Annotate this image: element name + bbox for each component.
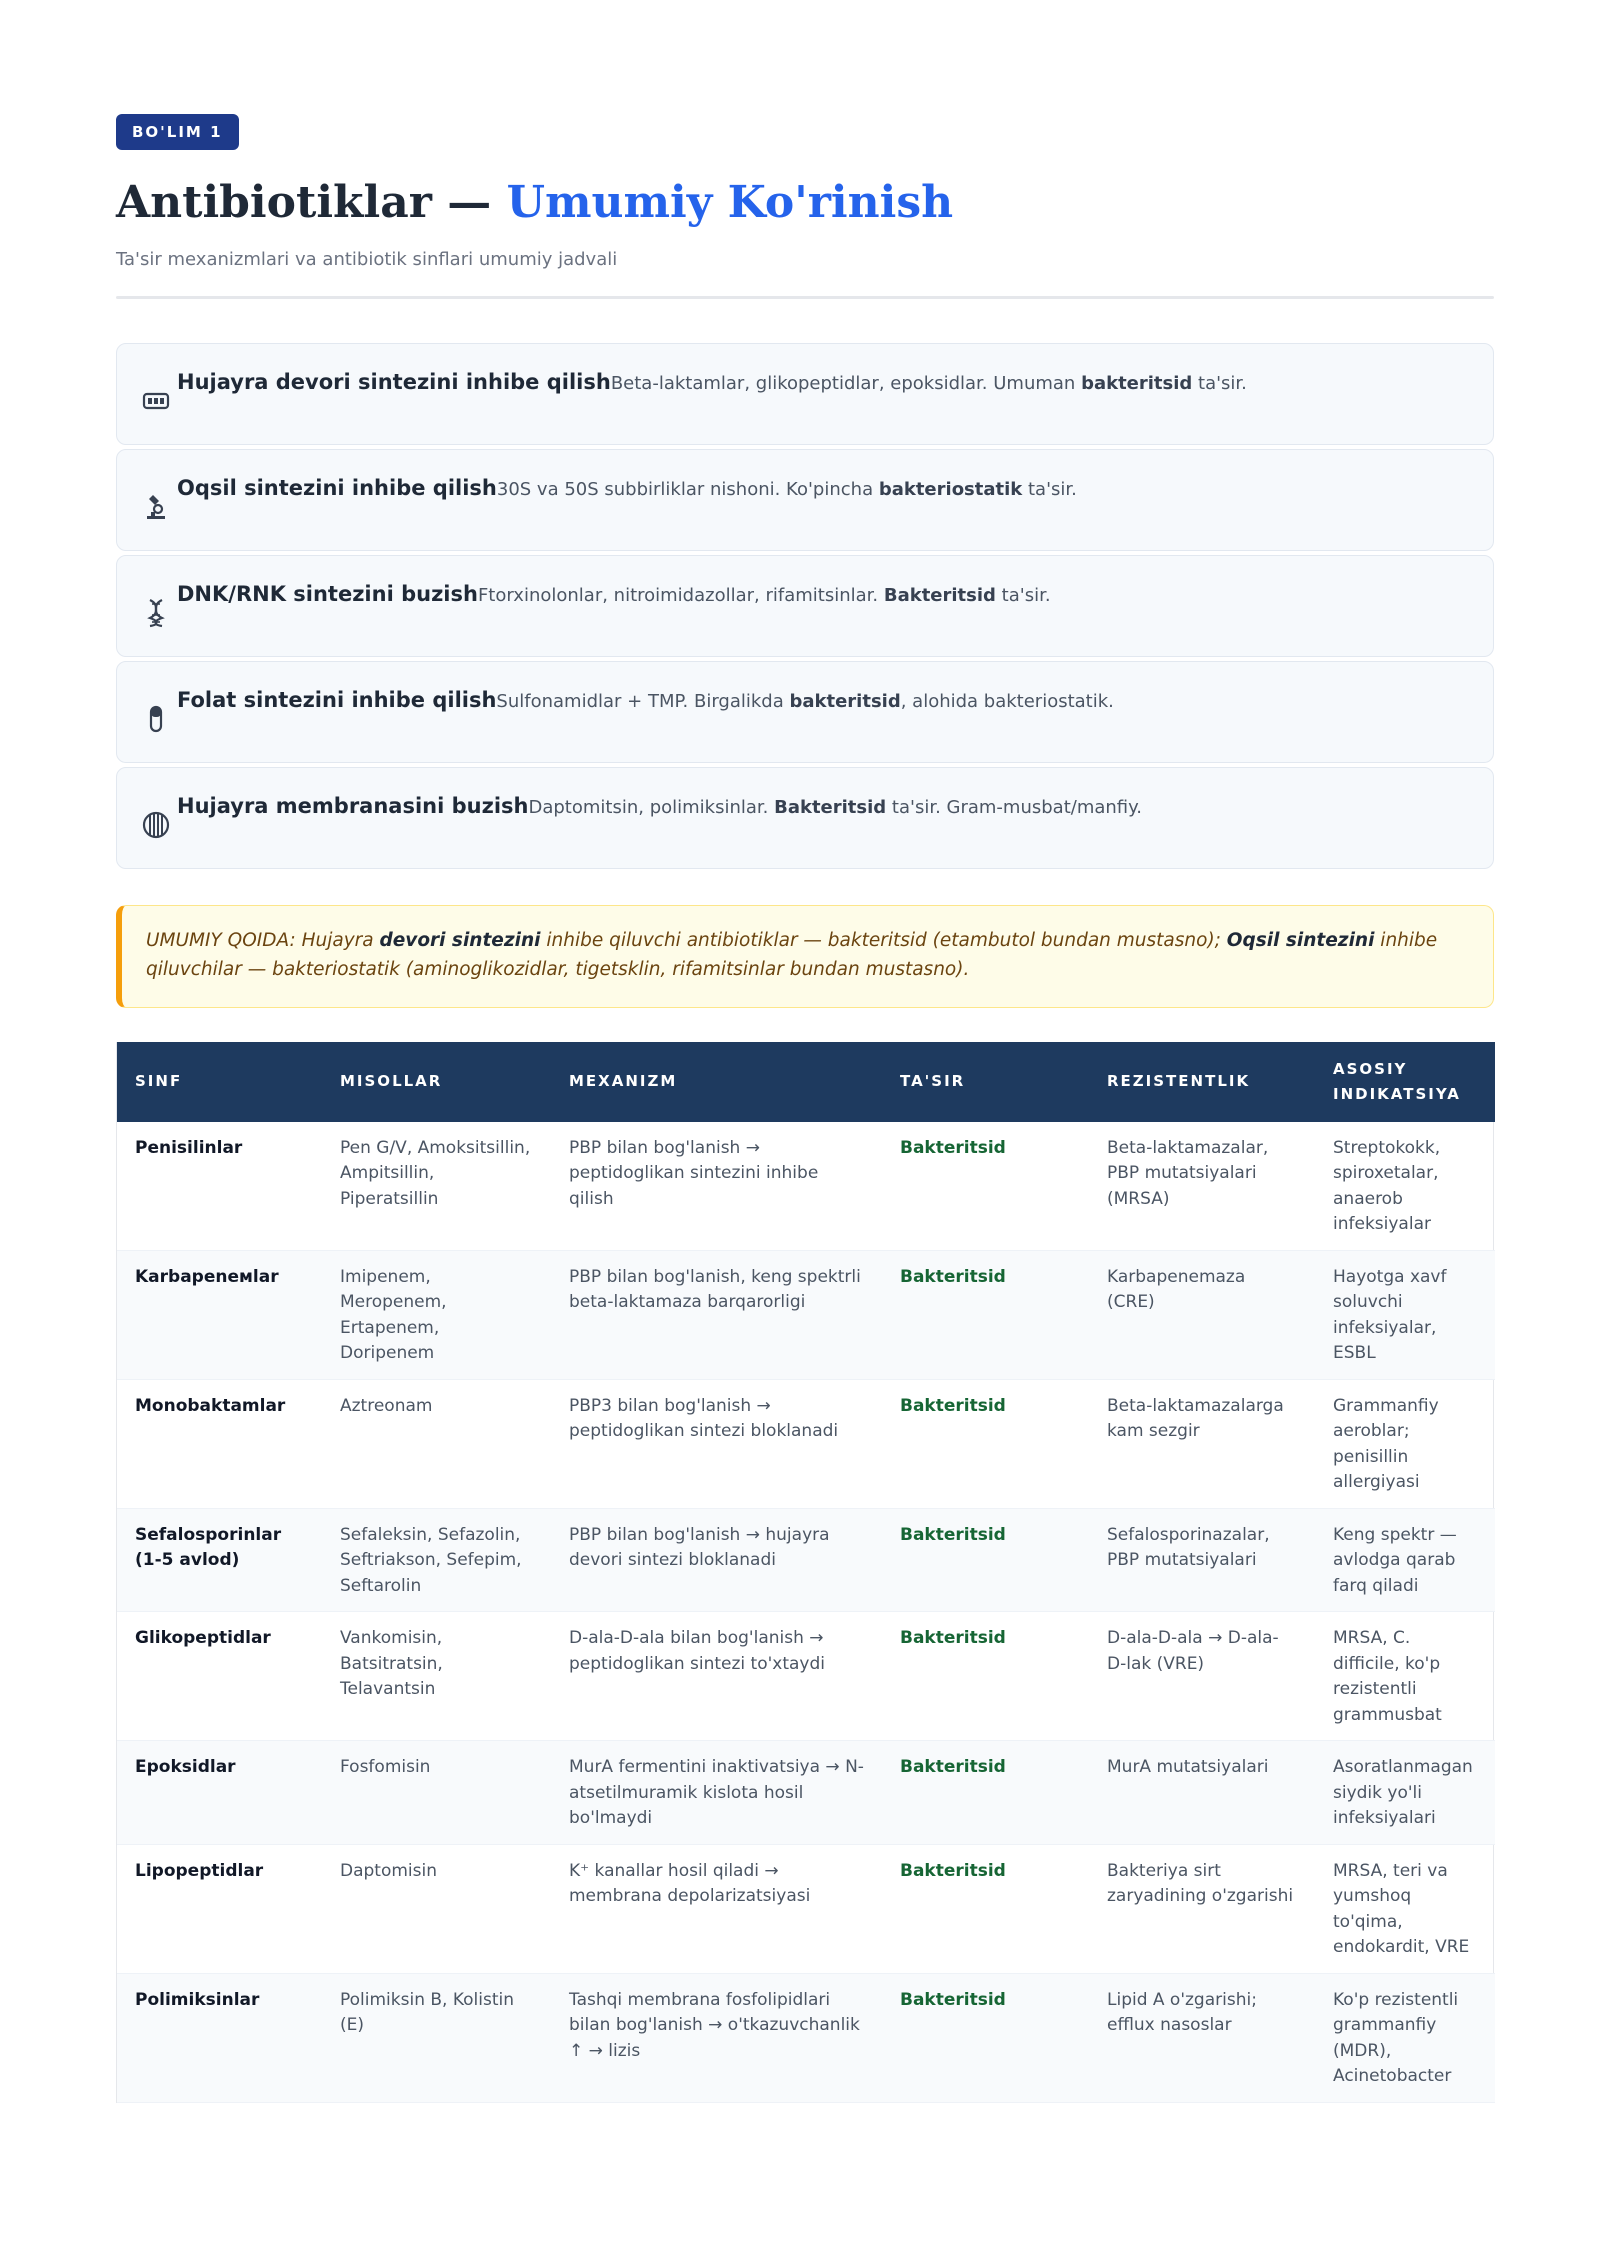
cell-effect: Bakteritsid [882,1508,1089,1612]
page-title [116,178,1494,229]
cell-class: Glikopeptidlar [117,1612,322,1741]
mechanism-title: DNK/RNK sintezini buzish [177,581,478,606]
column-header: REZISTENTLIK [1089,1042,1315,1122]
cell-effect: Bakteritsid [882,1741,1089,1845]
table-row [117,1844,1495,1973]
cell-resistance: Beta-laktamazalarga kam sezgir [1089,1379,1315,1508]
table-row [117,1250,1495,1379]
table-wrapper [116,1042,1494,2103]
cell-effect: Bakteritsid [882,1612,1089,1741]
cell-class: Lipopeptidlar [117,1844,322,1973]
cell-resistance: D-ala-D-ala → D-ala-D-lak (VRE) [1089,1612,1315,1741]
mechanism-desc: Sulfonamidlar + TMP. Birgalikda bakteritsid, alohida bakteriostatik. [496,690,1114,712]
column-header: MEXANIZM [551,1042,882,1122]
mechanism-list [116,343,1494,869]
cell-mechanism: Tashqi membrana fosfolipidlari bilan bog'lanish → o'tkazuvchanlik ↑ → lizis [551,1973,882,2102]
cell-effect: Bakteritsid [882,1250,1089,1379]
cell-indication: Ko'p rezistentli grammanfiy (MDR), Acinetobacter [1315,1973,1495,2102]
cell-indication: Keng spektr — avlodga qarab farq qiladi [1315,1508,1495,1612]
cell-effect: Bakteritsid [882,1379,1089,1508]
table-row [117,1612,1495,1741]
cell-examples: Pen G/V, Amoksitsillin, Ampitsillin, Piperatsillin [322,1122,551,1251]
dna-icon [141,598,171,628]
cell-examples: Vankomisin, Batsitratsin, Telavantsin [322,1612,551,1741]
vial-icon [141,704,171,734]
table-row [117,1741,1495,1845]
mechanism-desc: Daptomitsin, polimiksinlar. Bakteritsid ta'sir. Gram-musbat/manfiy. [528,796,1142,818]
cell-examples: Polimiksin B, Kolistin (E) [322,1973,551,2102]
column-header: ASOSIY INDIKATSIYA [1315,1042,1495,1122]
cell-resistance: Bakteriya sirt zaryadining o'zgarishi [1089,1844,1315,1973]
cell-mechanism: PBP bilan bog'lanish, keng spektrli beta-laktamaza barqarorligi [551,1250,882,1379]
mechanism-desc: Ftorxinolonlar, nitroimidazollar, rifamitsinlar. Bakteritsid ta'sir. [477,584,1051,606]
table-row [117,1973,1495,2102]
mechanism-card [116,767,1494,869]
cell-indication: Asoratlanmagan siydik yo'li infeksiyalari [1315,1741,1495,1845]
table-row [117,1379,1495,1508]
column-header: MISOLLAR [322,1042,551,1122]
header-divider [116,296,1494,299]
cell-mechanism: PBP bilan bog'lanish → peptidoglikan sintezini inhibe qilish [551,1122,882,1251]
section-badge: BO'LIM 1 [116,114,239,150]
cell-class: Penisilinlar [117,1122,322,1251]
cell-mechanism: D-ala-D-ala bilan bog'lanish → peptidoglikan sintezi to'xtaydi [551,1612,882,1741]
cell-class: Polimiksinlar [117,1973,322,2102]
cell-wall-icon [141,386,171,416]
mechanism-card [116,661,1494,763]
cell-examples: Fosfomisin [322,1741,551,1845]
cell-effect: Bakteritsid [882,1844,1089,1973]
cell-mechanism: PBP bilan bog'lanish → hujayra devori sintezi bloklanadi [551,1508,882,1612]
cell-class: Sefalosporinlar (1-5 avlod) [117,1508,322,1612]
mechanism-title: Folat sintezini inhibe qilish [177,687,497,712]
microscope-icon [141,492,171,522]
cell-class: Monobaktamlar [117,1379,322,1508]
cell-indication: Hayotga xavf soluvchi infeksiyalar, ESBL [1315,1250,1495,1379]
mechanism-card [116,449,1494,551]
mechanism-title: Hujayra membranasini buzish [177,793,529,818]
column-header: SINF [117,1042,322,1122]
cell-indication: Grammanfiy aeroblar; penisillin allergiyasi [1315,1379,1495,1508]
title-accent: Umumiy Ko'rinish [506,177,954,228]
mechanism-desc: Beta-laktamlar, glikopeptidlar, epoksidlar. Umuman bakteritsid ta'sir. [610,372,1247,394]
table-row [117,1508,1495,1612]
mechanism-title: Hujayra devori sintezini inhibe qilish [177,369,611,394]
cell-indication: MRSA, C. difficile, ko'p rezistentli grammusbat [1315,1612,1495,1741]
mechanism-title: Oqsil sintezini inhibe qilish [177,475,497,500]
cell-mechanism: MurA fermentini inaktivatsiya → N-atsetilmuramik kislota hosil bo'lmaydi [551,1741,882,1845]
content [116,114,1494,2103]
mechanism-card [116,555,1494,657]
cell-resistance: MurA mutatsiyalari [1089,1741,1315,1845]
cell-examples: Sefaleksin, Sefazolin, Seftriakson, Sefepim, Seftarolin [322,1508,551,1612]
page-subtitle: Ta'sir mexanizmlari va antibiotik sinflari umumiy jadvali [116,248,618,270]
cell-class: Epoksidlar [117,1741,322,1845]
cell-resistance: Beta-laktamazalar, PBP mutatsiyalari (MRSA) [1089,1122,1315,1251]
table-row [117,1122,1495,1251]
title-main: Antibiotiklar — [116,177,507,228]
antibiotic-classes-table [117,1042,1495,2103]
cell-examples: Imipenem, Meropenem, Ertapenem, Doripenem [322,1250,551,1379]
cell-effect: Bakteritsid [882,1122,1089,1251]
cell-resistance: Sefalosporinazalar, PBP mutatsiyalari [1089,1508,1315,1612]
cell-examples: Aztreonam [322,1379,551,1508]
mechanism-card [116,343,1494,445]
cell-resistance: Lipid A o'zgarishi; efflux nasoslar [1089,1973,1315,2102]
mechanism-desc: 30S va 50S subbirliklar nishoni. Ko'pincha bakteriostatik ta'sir. [496,478,1077,500]
cell-mechanism: PBP3 bilan bog'lanish → peptidoglikan sintezi bloklanadi [551,1379,882,1508]
table-header-row [117,1042,1495,1122]
column-header: TA'SIR [882,1042,1089,1122]
general-rule-callout: UMUMIY QOIDA: Hujayra devori sintezini inhibe qiluvchi antibiotiklar — bakteritsid (etambutol bundan mustasno); Oqsil sintezini inhibe qiluvchilar — bakteriostatik (aminoglikozidlar, tigetsklin, rifamitsinlar bundan mustasno). [116,905,1494,1008]
cell-effect: Bakteritsid [882,1973,1089,2102]
cell-resistance: Karbapenemaza (CRE) [1089,1250,1315,1379]
cell-mechanism: K⁺ kanallar hosil qiladi → membrana depolarizatsiyasi [551,1844,882,1973]
cell-class: Karbapeneмlar [117,1250,322,1379]
cell-examples: Daptomisin [322,1844,551,1973]
membrane-icon [141,810,171,840]
cell-indication: Streptokokk, spiroxetalar, anaerob infeksiyalar [1315,1122,1495,1251]
cell-indication: MRSA, teri va yumshoq to'qima, endokardit, VRE [1315,1844,1495,1973]
